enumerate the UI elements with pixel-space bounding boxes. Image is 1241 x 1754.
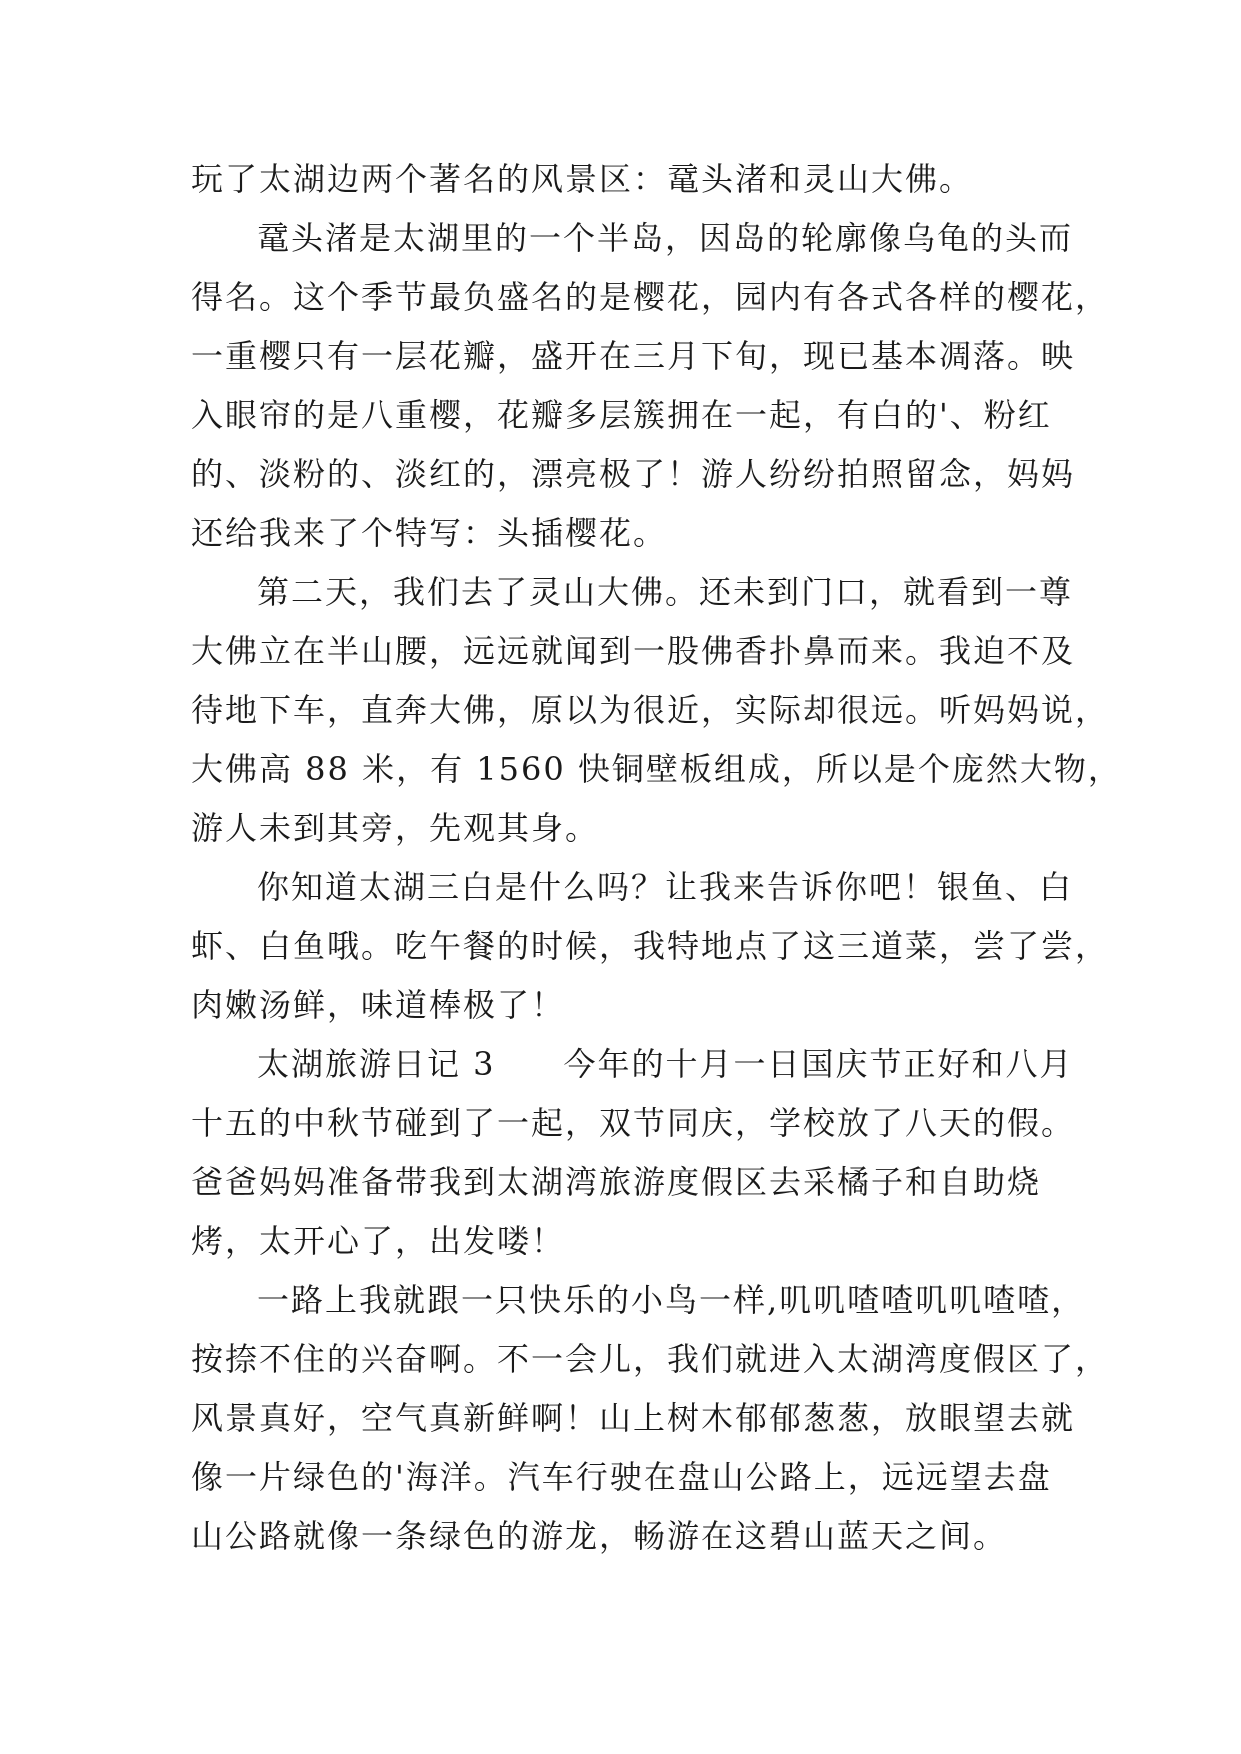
text-line: 大佛高 88 米，有 1560 快铜壁板组成，所以是个庞然大物， bbox=[191, 750, 1122, 788]
text-line: 还给我来了个特写：头插樱花。 bbox=[191, 514, 668, 552]
text-line: 游人未到其旁，先观其身。 bbox=[191, 809, 600, 847]
text-line: 肉嫩汤鲜，味道棒极了！ bbox=[191, 986, 566, 1024]
text-line: 像一片绿色的'海洋。汽车行驶在盘山公路上，远远望去盘 bbox=[191, 1458, 1052, 1496]
document-body bbox=[191, 150, 1122, 1566]
text-line: 第二天，我们去了灵山大佛。还未到门口，就看到一尊 bbox=[257, 573, 1074, 611]
text-line: 太湖旅游日记 3 今年的十月一日国庆节正好和八月 bbox=[257, 1045, 1074, 1083]
text-line: 按捺不住的兴奋啊。不一会儿，我们就进入太湖湾度假区了， bbox=[191, 1340, 1110, 1378]
text-line: 待地下车，直奔大佛，原以为很近，实际却很远。听妈妈说， bbox=[191, 691, 1110, 729]
text-line: 鼋头渚是太湖里的一个半岛，因岛的轮廓像乌龟的头而 bbox=[257, 219, 1074, 257]
text-line: 风景真好，空气真新鲜啊！山上树木郁郁葱葱，放眼望去就 bbox=[191, 1399, 1076, 1437]
text-line: 一重樱只有一层花瓣，盛开在三月下旬，现已基本凋落。映 bbox=[191, 337, 1076, 375]
text-line: 一路上我就跟一只快乐的小鸟一样,叽叽喳喳叽叽喳喳， bbox=[257, 1281, 1086, 1319]
text-line: 你知道太湖三白是什么吗？让我来告诉你吧！银鱼、白 bbox=[257, 868, 1074, 906]
text-line: 入眼帘的是八重樱，花瓣多层簇拥在一起，有白的'、粉红 bbox=[191, 396, 1052, 434]
text-line: 虾、白鱼哦。吃午餐的时候，我特地点了这三道菜，尝了尝， bbox=[191, 927, 1110, 965]
text-line: 的、淡粉的、淡红的，漂亮极了！游人纷纷拍照留念，妈妈 bbox=[191, 455, 1076, 493]
text-line: 玩了太湖边两个著名的风景区：鼋头渚和灵山大佛。 bbox=[191, 160, 974, 198]
text-line: 烤，太开心了，出发喽！ bbox=[191, 1222, 566, 1260]
text-line: 十五的中秋节碰到了一起，双节同庆，学校放了八天的假。 bbox=[191, 1104, 1076, 1142]
text-line: 大佛立在半山腰，远远就闻到一股佛香扑鼻而来。我迫不及 bbox=[191, 632, 1076, 670]
text-line: 山公路就像一条绿色的游龙，畅游在这碧山蓝天之间。 bbox=[191, 1517, 1008, 1555]
text-line: 得名。这个季节最负盛名的是樱花，园内有各式各样的樱花， bbox=[191, 278, 1110, 316]
text-line: 爸爸妈妈准备带我到太湖湾旅游度假区去采橘子和自助烧 bbox=[191, 1163, 1042, 1201]
